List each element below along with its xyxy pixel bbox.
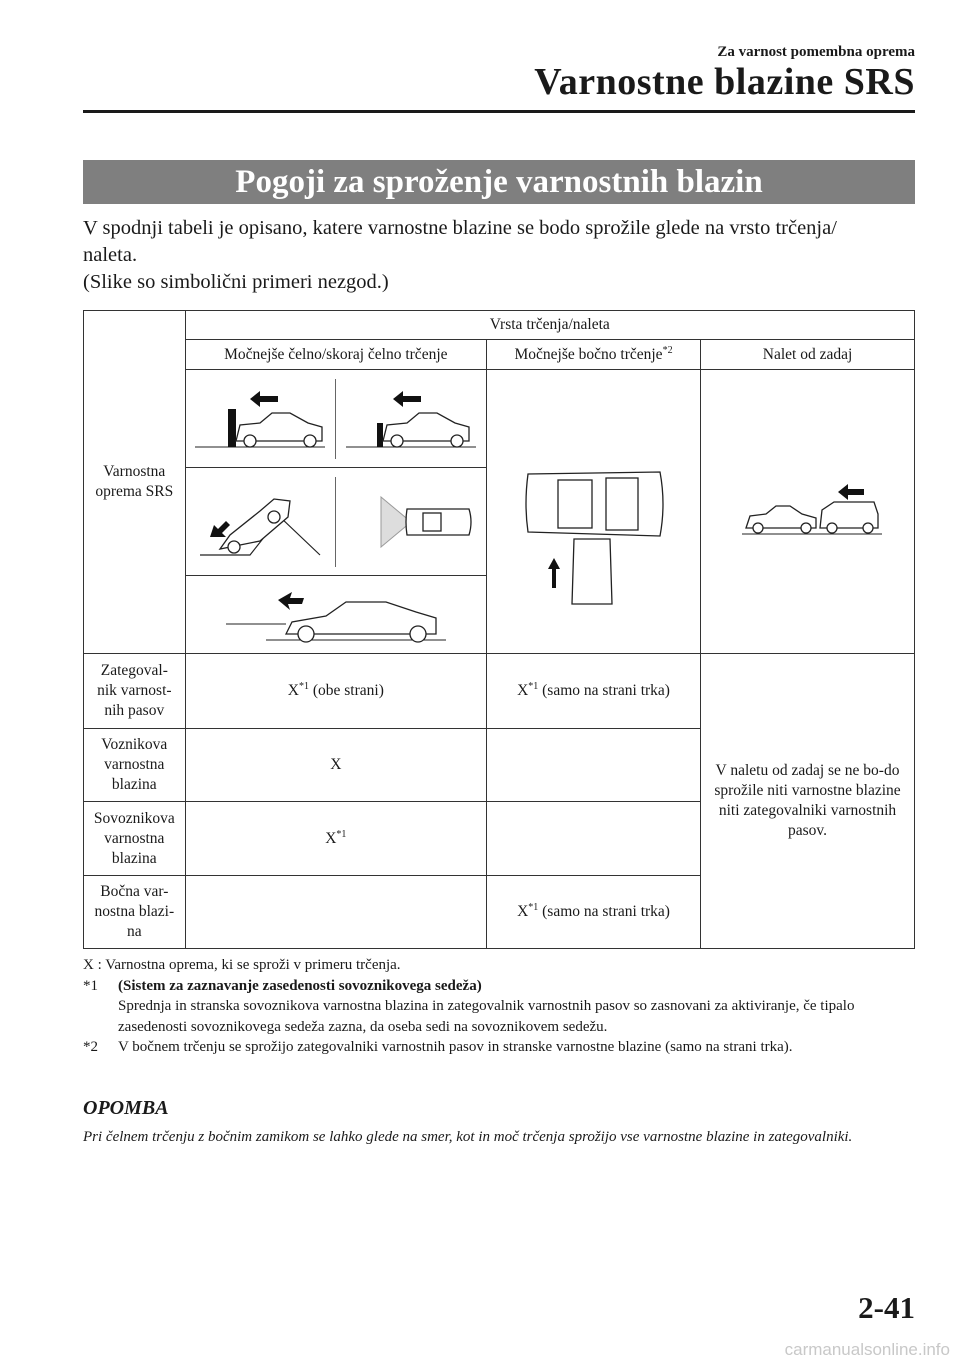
side-crash-icon	[487, 370, 701, 654]
chapter-subtitle: Za varnost pomembna oprema	[717, 44, 915, 60]
header-divider	[83, 110, 915, 113]
slope-crash-icon	[186, 477, 336, 567]
cell-rear-no-deployment: V naletu od zadaj se ne bo-do sprožile niti varnostne blazine niti zategovalniki varnostnih pasov.	[701, 654, 915, 949]
note-1-text: Sprednja in stranska sovoznikova varnostna blazina in zategovalnik varnostnih pasov so zasnovani za aktiviranje, če tipalo zasedenosti sovoznikovega sedeža zazna, da oseba sedi na sovoznikovem sedežu.	[118, 998, 855, 1035]
cell-front-passenger: $X^{*1}$	[185, 802, 486, 876]
ditch-crash-icon	[185, 576, 486, 654]
row-label-passenger-airbag: Sovoznikova varnostna blazina	[84, 802, 186, 876]
watermark: carmanualsonline.info	[784, 1340, 950, 1359]
front-crash-pole-icon	[335, 379, 486, 459]
cell-side-driver	[487, 729, 701, 802]
intro-line-2: naleta.	[83, 244, 138, 266]
row-label-side-airbag: Bočna var- nostna blazi- na	[84, 876, 186, 949]
note-heading: OPOMBA	[83, 1097, 169, 1119]
note-text: Pri čelnem trčenju z bočnim zamikom se lahko glede na smer, kot in moč trčenja sprožijo vse varnostne blazine in zategovalniki.	[83, 1129, 853, 1145]
airbag-deployment-table	[83, 310, 915, 949]
page-number: 2-41	[858, 1290, 915, 1325]
table-notes	[83, 955, 923, 1058]
front-crash-wall-icon	[186, 379, 336, 459]
row-header-srs: Varnostna oprema SRS	[84, 311, 186, 654]
cell-side-passenger	[487, 802, 701, 876]
intro-line-1: V spodnji tabeli je opisano, katere varnostne blazine se bodo sprožile glede na vrsto trčenja/	[83, 217, 837, 239]
note-2: *2 V bočnem trčenju se sprožijo zategovalniki varnostnih pasov in stranske varnostne blazine (samo na strani trka).	[83, 1039, 793, 1055]
front-illustration-row-1	[185, 370, 486, 468]
cell-side-pretensioner: $X^{*1}$ (samo na strani trka)	[487, 654, 701, 729]
section-banner: Pogoji za sproženje varnostnih blazin	[83, 160, 915, 204]
row-label-driver-airbag: Voznikova varnostna blazina	[84, 729, 186, 802]
intro-line-3: (Slike so simbolični primeri nezgod.)	[83, 271, 389, 293]
note-1: *1 (Sistem za zaznavanje zasedenosti sovoznikovega sedeža)	[83, 977, 482, 994]
chapter-title: Varnostne blazine SRS	[534, 61, 915, 103]
cell-side-side-airbag: $X^{*1}$ (samo na strani trka)	[487, 876, 701, 949]
front-illustration-row-2	[185, 468, 486, 576]
rear-crash-icon	[701, 370, 915, 654]
row-label-seatbelt-pretensioner: Zategoval- nik varnost- nih pasov	[84, 654, 186, 729]
col-header-side: Močnejše bočno trčenje$^{*2}$	[487, 340, 701, 370]
cell-front-driver: X	[185, 729, 486, 802]
legend-x: X : Varnostna oprema, ki se sproži v primeru trčenja.	[83, 957, 401, 973]
intro-text	[83, 215, 923, 296]
offset-front-crash-icon	[335, 477, 486, 567]
col-header-rear: Nalet od zadaj	[701, 340, 915, 370]
group-header-crash-type: Vrsta trčenja/naleta	[185, 311, 914, 340]
col-header-front: Močnejše čelno/skoraj čelno trčenje	[185, 340, 486, 370]
cell-front-side-airbag	[185, 876, 486, 949]
cell-front-pretensioner: $X^{*1}$ (obe strani)	[185, 654, 486, 729]
